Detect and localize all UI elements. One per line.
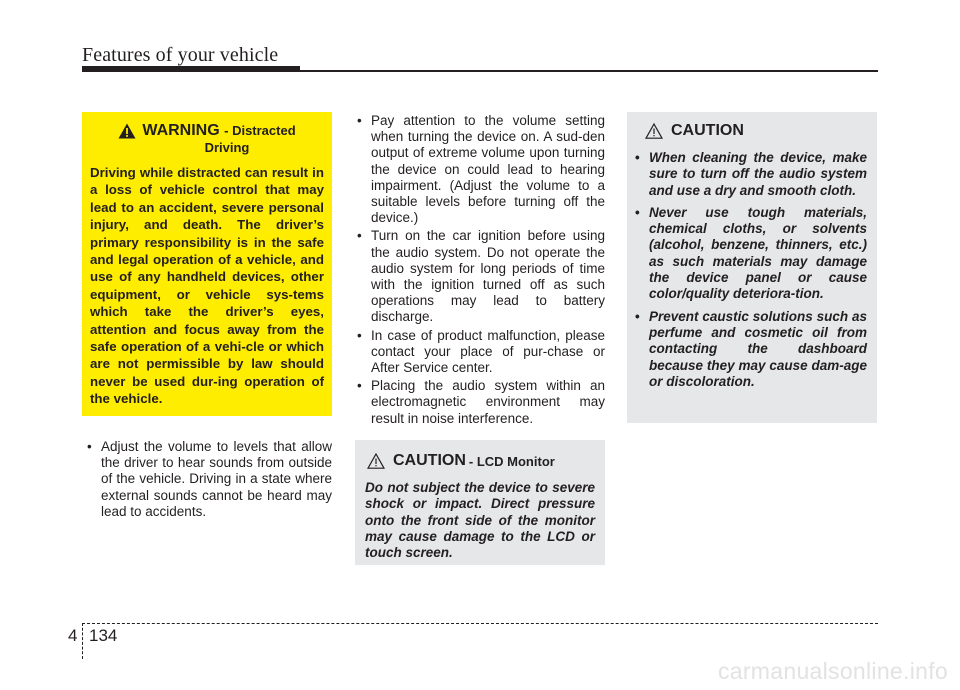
warning-body: Driving while distracted can result in a loss of vehicle control that may lead to an accident, severe personal injury, and death. The driver’s primary responsibility is in the safe and legal operation of a vehicle, and use of any handheld devices, other equipment, or vehicle sys-tems which take the driver’s eyes, attention and focus away from the safe operation of a vehi-cle or which are not permissible by law should never be used dur-ing operation of the vehicle. [90, 165, 324, 407]
caution-list [635, 150, 867, 390]
list-item: • Never use tough materials, chemical cloths, or solvents (alcohol, benzene, thinners, etc.) as such materials may damage the device panel or cause color/quality deteriora-tion. [635, 205, 867, 303]
list-item: • Pay attention to the volume setting when turning the device on. A sud-den output of extreme volume upon turning the device on could lead to hearing impairment. (Adjust the volume to a suitable levels before turning off the device.) [357, 113, 605, 226]
header-rule-thin [300, 70, 878, 72]
list-item: • Turn on the car ignition before using the audio system. Do not operate the audio system for long periods of time with the ignition turned off as such operations may lead to battery discharge. [357, 228, 605, 325]
list-item: • In case of product malfunction, please contact your place of pur-chase or After Service center. [357, 328, 605, 377]
footer-rule [82, 623, 878, 624]
caution-lcd-box [355, 440, 605, 565]
caution-triangle-icon [645, 123, 663, 139]
page-number: 134 [89, 626, 118, 645]
footer-divider [82, 623, 83, 659]
list-item: • Adjust the volume to levels that allow the driver to hear sounds from outside of the vehicle. Driving in a state where external sounds cannot be heard may lead to accidents. [87, 439, 332, 520]
warning-subtitle: - Distracted [224, 123, 296, 138]
caution-box [627, 112, 877, 423]
col1-bullet-list [87, 439, 332, 520]
warning-box [82, 112, 332, 416]
caution-title: CAUTION [671, 122, 744, 139]
warning-header [90, 122, 324, 140]
caution-lcd-title: CAUTION [393, 452, 466, 469]
caution-lcd-body: Do not subject the device to severe shock or impact. Direct pressure onto the front side of the monitor may cause damage to the LCD or touch screen. [365, 480, 595, 561]
caution-lcd-subtitle: - LCD Monitor [468, 453, 555, 469]
watermark: carmanualsonline.info [717, 658, 948, 684]
caution-lcd-header [365, 452, 595, 470]
col2-bullet-list [357, 113, 605, 427]
warning-triangle-icon [118, 123, 136, 139]
warning-subtitle-line2: Driving [204, 140, 250, 155]
page-header-title: Features of your vehicle [82, 44, 279, 66]
warning-title: WARNING [142, 122, 220, 139]
caution-header [635, 122, 867, 140]
chapter-number: 4 [68, 626, 78, 645]
list-item: • Prevent caustic solutions such as perfume and cosmetic oil from contacting the dashboard because they may cause dam-age or discoloration. [635, 309, 867, 390]
list-item: • Placing the audio system within an electromagnetic environment may result in noise interference. [357, 378, 605, 427]
caution-triangle-icon [367, 453, 385, 469]
list-item: • When cleaning the device, make sure to turn off the audio system and use a dry and smooth cloth. [635, 150, 867, 199]
header-rule-thick [82, 66, 300, 72]
